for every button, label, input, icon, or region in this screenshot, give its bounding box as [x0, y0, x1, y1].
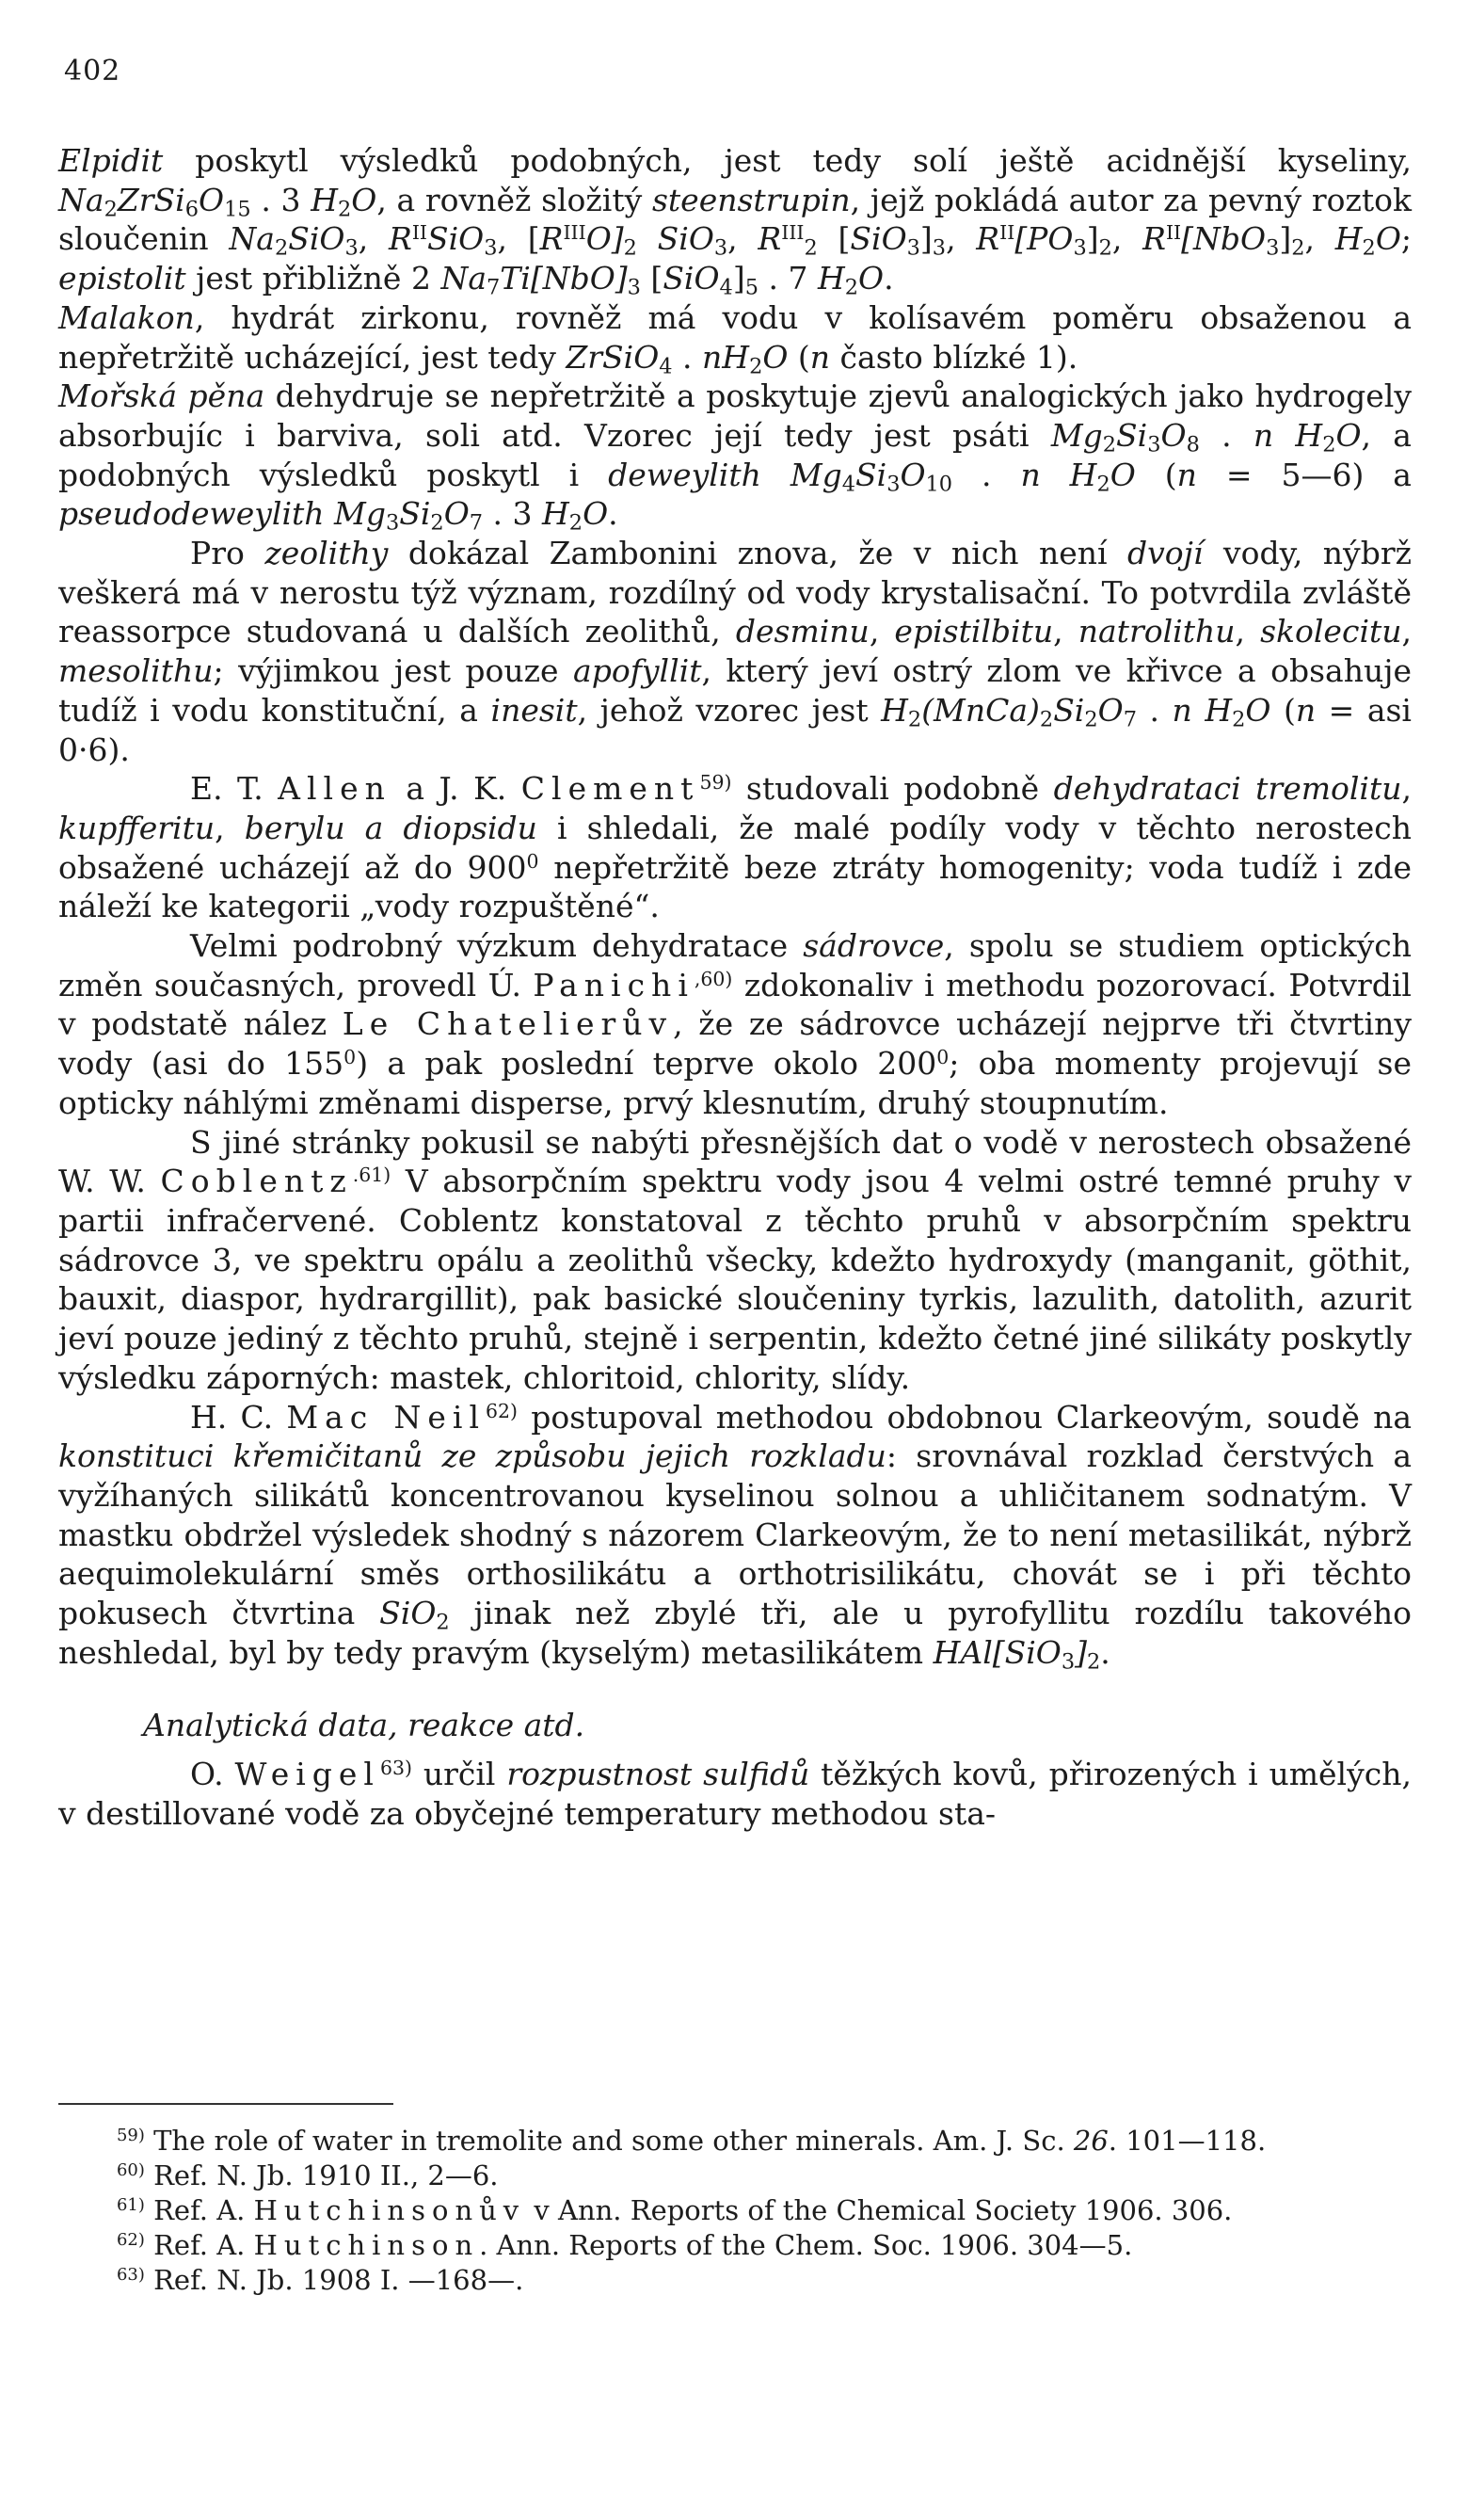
text-run: , — [1304, 220, 1335, 258]
text-run: SiO — [427, 220, 485, 258]
text-run: jinak než zbylé tři, ale u pyrofyllitu rozdílu takového neshledal, byl by tedy pravým (kyselým) metasilikátem — [58, 1595, 1413, 1671]
text-run: . 7 — [758, 260, 818, 297]
footnote-fn59 — [58, 2124, 1413, 2159]
page-number: 402 — [64, 55, 121, 88]
paragraph-malakon — [58, 298, 1412, 377]
text-run: 4 — [841, 472, 856, 497]
text-run: rozpustnost sulfidů — [506, 1756, 810, 1793]
paragraph-sadrovec — [58, 926, 1412, 1123]
text-run: konstituci křemičitanů ze způsobu jejich rozkladu — [58, 1437, 886, 1475]
text-run: II — [411, 221, 428, 245]
text-run: 0 — [343, 1045, 357, 1068]
text-run: . Ann. Reports of the Chem. Soc. 1906. 304—5. — [479, 2229, 1133, 2261]
text-run: kupfferitu — [58, 809, 216, 846]
text-run: R — [389, 220, 412, 258]
text-run: . 3 — [483, 495, 542, 533]
text-run: ] — [1279, 220, 1292, 258]
text-run: ZrSi — [117, 181, 185, 218]
text-run: epistolit — [58, 260, 186, 297]
text-run: 63) — [380, 1756, 412, 1779]
text-run: Elpidit — [58, 142, 164, 179]
text-run: Analytická data, reakce atd. — [143, 1707, 585, 1744]
text-run: 2 — [1322, 432, 1336, 457]
paragraph-allen-clement — [58, 769, 1412, 926]
text-run: ; výjimkou jest pouze — [213, 652, 574, 690]
text-run: E. T. — [190, 770, 279, 808]
text-run: Ref. N. Jb. 1908 I. —168—. — [144, 2264, 524, 2296]
paragraph-morska-pena — [58, 377, 1412, 534]
text-run: . 101—118. — [1108, 2125, 1267, 2157]
body-text — [58, 141, 1412, 1834]
text-run: O — [858, 260, 885, 297]
text-run: , a rovněž složitý — [376, 181, 652, 218]
text-run: Mořská pěna — [58, 377, 265, 415]
footnote-fn61 — [58, 2193, 1413, 2228]
text-run: Ref. N. Jb. 1910 II., 2—6. — [144, 2159, 499, 2191]
text-run: O — [1097, 691, 1124, 729]
text-run: sádrovce — [803, 927, 945, 965]
text-run: , — [727, 220, 758, 258]
text-run: II — [999, 221, 1015, 245]
text-run: n H — [1172, 691, 1233, 729]
text-run: O — [1245, 691, 1271, 729]
text-run: i shledali, že malé podíly vody v těchto nerostech obsažené ucházejí až do 900 — [58, 809, 1412, 886]
text-run: dehydruje se nepřetržitě a poskytuje zjevů analogických jako hydrogely absorbujíc i barviva, soli atd. Vzorec její tedy jest psáti — [58, 377, 1412, 454]
text-run: 4 — [719, 275, 733, 300]
text-run: Na — [440, 260, 487, 297]
text-run: = 5—6) a — [1196, 456, 1412, 493]
text-run: inesit — [490, 691, 578, 729]
text-run: určil — [411, 1756, 507, 1793]
text-run: O — [1335, 416, 1362, 454]
text-run: 3 — [906, 236, 920, 262]
text-run: O — [443, 495, 470, 533]
text-run: O — [762, 338, 789, 376]
text-run: V absorpčním spektru vody jsou 4 velmi ostré temné pruhy v partii infračervené. Coblentz konstatoval z těchto pruhů v absorpčním spektru sádrovce 3, ve spektru opálu a zeolithů všecky, kdežto hydroxydy (manganit, göthit, bauxit, diaspor, hydrargillit), pak basické sloučeniny tyrkis, lazulith, datolith, azurit jeví pouze jediný z těchto pruhů, stejně i serpentin, kdežto četné jiné silikáty poskytly výsledku záporných: mastek, chloritoid, chlority, slídy. — [58, 1163, 1412, 1396]
text-run: O — [199, 181, 225, 218]
text-run — [325, 495, 335, 532]
text-run: Ref. A. — [144, 2194, 254, 2226]
text-run: n — [1295, 691, 1317, 729]
text-run: . — [884, 260, 894, 297]
section-heading — [58, 1706, 1412, 1745]
text-run: Hutchinson — [253, 2229, 480, 2261]
text-run: ; oba momenty projevují se opticky náhlými změnami disperse, prvý klesnutím, druhý stoupnutím. — [58, 1045, 1413, 1121]
text-run: Mg — [334, 495, 386, 533]
text-run: ] — [919, 220, 933, 258]
text-run: Mac Neil — [286, 1398, 487, 1436]
text-run: 59) — [117, 2126, 145, 2146]
text-run: 26 — [1073, 2125, 1109, 2157]
text-run: Malakon — [58, 298, 195, 336]
text-run: , — [1053, 613, 1078, 650]
text-run: Si — [399, 495, 431, 533]
text-run: O — [900, 456, 926, 493]
text-run: SiO — [636, 220, 714, 258]
text-run: 10 — [925, 472, 953, 497]
text-run: , — [358, 220, 389, 258]
text-run: , — [1111, 220, 1143, 258]
text-run: 2 — [1084, 707, 1098, 732]
text-run: deweylith — [608, 456, 761, 493]
text-run: 2 — [1039, 707, 1054, 732]
text-run: , [ — [497, 220, 540, 258]
text-run: H — [1334, 220, 1363, 258]
text-run: Panichi — [533, 966, 695, 1003]
text-run: [ — [817, 220, 851, 258]
text-run: 3 — [484, 236, 498, 262]
text-run: a J. K. — [391, 770, 521, 808]
text-run: R — [1142, 220, 1166, 258]
text-run: 2 — [804, 236, 818, 262]
text-run: The role of water in tremolite and some other minerals. Am. J. Sc. — [144, 2125, 1074, 2157]
text-run: v Ann. Reports of the Chemical Society 1906. 306. — [525, 2194, 1233, 2226]
text-run: Mg — [1050, 416, 1103, 454]
text-run: [NbO — [1181, 220, 1267, 258]
text-run: 2 — [1102, 432, 1117, 457]
text-run: O. — [190, 1756, 235, 1793]
text-run: dokázal Zambonini znova, že v nich není — [388, 535, 1128, 572]
text-run: ( — [1135, 456, 1177, 493]
text-run: ] — [1075, 1633, 1087, 1671]
text-run: 0 — [936, 1045, 950, 1068]
text-run: , — [946, 220, 977, 258]
text-run: , spolu se studiem optických změn současných, provedl Ú. — [58, 927, 1412, 1003]
text-run: 60) — [117, 2160, 145, 2181]
text-run: 2 — [104, 197, 118, 222]
text-run: natrolithu — [1078, 613, 1236, 650]
text-run: O] — [585, 220, 624, 258]
text-run: 2 — [844, 275, 858, 300]
text-run: , — [1401, 770, 1413, 808]
text-run: Ref. A. — [144, 2229, 254, 2261]
text-run: 4 — [659, 354, 673, 379]
text-run: 3 — [344, 236, 359, 262]
text-run: n — [1176, 456, 1197, 493]
text-run: , a podobných výsledků poskytl i — [58, 416, 1412, 493]
text-run: 3 — [1061, 1649, 1076, 1675]
text-run: epistilbitu — [894, 613, 1054, 650]
footnotes — [58, 2124, 1413, 2298]
text-run: . — [672, 338, 703, 376]
text-run: , jejž pokládá autor za pevný roztok sloučenin — [58, 181, 1412, 258]
text-run: 2 — [1087, 1649, 1101, 1675]
text-run: Pro — [190, 535, 265, 572]
text-run: H — [881, 691, 908, 729]
text-run: 2 — [1096, 472, 1110, 497]
text-run: 2 — [568, 510, 583, 536]
text-run: 2 — [1362, 236, 1376, 262]
text-run: studovali podobně — [731, 770, 1054, 808]
text-run: H. C. — [190, 1398, 287, 1436]
text-run: 5 — [744, 275, 758, 300]
text-run: ] — [1086, 220, 1099, 258]
text-run: nH — [702, 338, 750, 376]
text-run: 2 — [1232, 707, 1246, 732]
text-run: . 3 — [250, 181, 311, 218]
text-run: zdokonaliv i methodu pozorovací. Potvrdil v podstatě nález — [58, 966, 1412, 1043]
text-run: pseudodeweylith — [58, 495, 325, 533]
text-run: O — [351, 181, 377, 218]
text-run: 2 — [274, 236, 289, 262]
text-run: ( — [788, 338, 810, 376]
text-run: ; — [1400, 220, 1412, 258]
text-run: 3 — [627, 275, 641, 300]
text-run: [PO — [1014, 220, 1074, 258]
text-run: ,60) — [694, 967, 733, 990]
text-run: Le Chatelierův — [342, 1005, 674, 1043]
text-run: 62) — [117, 2230, 145, 2251]
text-run: steenstrupin — [651, 181, 851, 218]
text-run: těžkých kovů, přirozených i umělých, v destillované vodě za obyčejné temperatury methodou sta- — [58, 1756, 1412, 1832]
text-run: Na — [58, 181, 104, 218]
text-run: , který jeví ostrý zlom ve křivce a obsahuje tudíž i vodu konstituční, a — [58, 652, 1412, 729]
text-run: O — [583, 495, 609, 533]
text-run: ZrSiO — [566, 338, 660, 376]
text-run: 8 — [1186, 432, 1200, 457]
text-run: skolecitu — [1260, 613, 1402, 650]
text-run: n — [809, 338, 831, 376]
text-run: 7 — [1123, 707, 1137, 732]
text-run: ) a pak poslední teprve okolo 200 — [356, 1045, 937, 1083]
text-run: 3 — [1073, 236, 1087, 262]
text-run: 62) — [486, 1399, 518, 1422]
text-run: II — [1165, 221, 1182, 245]
text-run: 2 — [338, 197, 352, 222]
text-run: berylu a diopsidu — [244, 809, 537, 846]
footnote-divider — [58, 2103, 393, 2105]
text-run: 0 — [526, 849, 539, 873]
text-run: , — [1401, 613, 1413, 650]
text-run: . — [1199, 416, 1253, 454]
text-run: . — [952, 456, 1021, 493]
text-run: zeolithy — [264, 535, 389, 572]
text-run: 2 — [436, 1610, 450, 1635]
text-run: H — [542, 495, 569, 533]
text-run: III — [781, 221, 805, 245]
footnote-fn63 — [58, 2263, 1413, 2298]
text-run: , že ze sádrovce ucházejí nejprve tři čtvrtiny vody (asi do 155 — [58, 1005, 1412, 1083]
text-run: Ti[NbO] — [500, 260, 628, 297]
text-run: 7 — [469, 510, 484, 536]
text-run: jest přibližně 2 — [185, 260, 441, 297]
text-run: (MnCa) — [921, 691, 1040, 729]
text-run: 59) — [699, 771, 732, 794]
text-run: : srovnával rozklad čerstvých a vyžíhaných silikátů koncentrovanou kyselinou solnou a uhličitanem sodnatým. V mastku obdržel výsledek shodný s názorem Clarkeovým, že to není metasilikát, nýbrž aequimolekulární směs orthosilikátu a orthotrisilikátu, chovát se i při těchto pokusech čtvrtina — [58, 1437, 1412, 1632]
text-run: Allen — [278, 770, 391, 808]
text-run: 63) — [117, 2265, 145, 2286]
text-run: 2 — [430, 510, 444, 536]
text-run: 2 — [1098, 236, 1112, 262]
text-run — [761, 457, 790, 493]
text-run: III — [563, 221, 586, 245]
text-run: Si — [1053, 691, 1085, 729]
text-run: 3 — [385, 510, 400, 536]
text-run: SiO — [663, 260, 720, 297]
footnote-fn60 — [58, 2159, 1413, 2193]
text-run: O — [1375, 220, 1401, 258]
text-run: 15 — [224, 197, 251, 222]
text-run: Velmi podrobný výzkum dehydratace — [190, 927, 804, 965]
text-run: Si — [1116, 416, 1148, 454]
text-run: R — [976, 220, 1000, 258]
text-run: [ — [640, 260, 663, 297]
text-run: Weigel — [234, 1756, 380, 1793]
text-run: Hutchinsonův — [253, 2194, 526, 2226]
text-run: Si — [855, 456, 887, 493]
text-run: 3 — [932, 236, 947, 262]
text-run: ] — [732, 260, 745, 297]
text-run: , — [869, 613, 895, 650]
text-run: S jiné stránky pokusil se nabýti přesnějších dat o vodě v nerostech obsažené W. W. — [58, 1123, 1412, 1200]
text-run: .61) — [352, 1164, 391, 1187]
paragraph-weigel — [58, 1755, 1412, 1833]
text-run: dehydrataci tremolitu — [1053, 770, 1402, 808]
text-run: 2 — [1291, 236, 1305, 262]
text-run: SiO — [850, 220, 907, 258]
text-run: SiO — [379, 1595, 437, 1632]
text-run: Coblentz — [160, 1163, 353, 1200]
paragraph-coblentz — [58, 1123, 1412, 1398]
text-run: R — [758, 220, 782, 258]
text-run: H — [311, 181, 338, 218]
text-run: 3 — [713, 236, 728, 262]
text-run: postupoval methodou obdobnou Clarkeovým, soudě na — [518, 1398, 1413, 1436]
text-run: n H — [1020, 456, 1097, 493]
text-run: apofyllit — [573, 652, 702, 690]
text-run: nepřetržitě beze ztráty homogenity; voda tudíž i zde náleží ke kategorii „vody rozpuštěné“. — [58, 848, 1412, 925]
text-run: , — [1235, 613, 1261, 650]
text-run: Mg — [790, 456, 842, 493]
text-run: 3 — [886, 472, 901, 497]
text-run: O — [1160, 416, 1187, 454]
text-run: 3 — [1266, 236, 1280, 262]
text-run: 3 — [1147, 432, 1161, 457]
text-run: ( — [1270, 691, 1296, 729]
text-run: mesolithu — [58, 652, 214, 690]
text-run: dvojí — [1127, 535, 1204, 572]
text-run: , — [215, 809, 245, 846]
text-run: poskytl výsledků podobných, jest tedy solí ještě acidnější kyseliny, — [163, 142, 1412, 179]
text-run: R — [539, 220, 564, 258]
paragraph-zeolithy — [58, 534, 1412, 769]
text-run: 6 — [184, 197, 199, 222]
text-run: 2 — [749, 354, 763, 379]
text-run: = asi 0·6). — [58, 691, 1412, 768]
text-run: 61) — [117, 2195, 145, 2216]
text-run: , jehož vzorec jest — [577, 691, 882, 729]
text-run: vody, nýbrž veškerá má v nerostu týž význam, rozdílný od vody krystalisační. To potvrdila zvláště reassorpce studovaná u dalších zeolithů, — [58, 535, 1412, 650]
text-run: Na — [229, 220, 275, 258]
text-run: desminu — [735, 613, 870, 650]
paragraph-macneil — [58, 1398, 1412, 1673]
text-run: . — [1136, 691, 1173, 729]
text-run: O — [1110, 456, 1136, 493]
text-run: , hydrát zirkonu, rovněž má vodu v kolísavém poměru obsaženou a nepřetržitě ucházející, jest tedy — [58, 298, 1412, 376]
text-run: n H — [1253, 416, 1323, 454]
text-run: H — [817, 260, 845, 297]
text-run: 2 — [623, 236, 637, 262]
text-run: často blízké 1). — [830, 338, 1078, 376]
text-run: . — [608, 495, 618, 533]
text-run: . — [1100, 1633, 1110, 1671]
text-run: HAl[SiO — [933, 1633, 1062, 1671]
text-run: 7 — [487, 275, 501, 300]
text-run: SiO — [288, 220, 345, 258]
paragraph-elpidit — [58, 141, 1412, 298]
text-run: 2 — [907, 707, 922, 732]
footnote-fn62 — [58, 2228, 1413, 2263]
text-run: Clement — [520, 770, 700, 808]
